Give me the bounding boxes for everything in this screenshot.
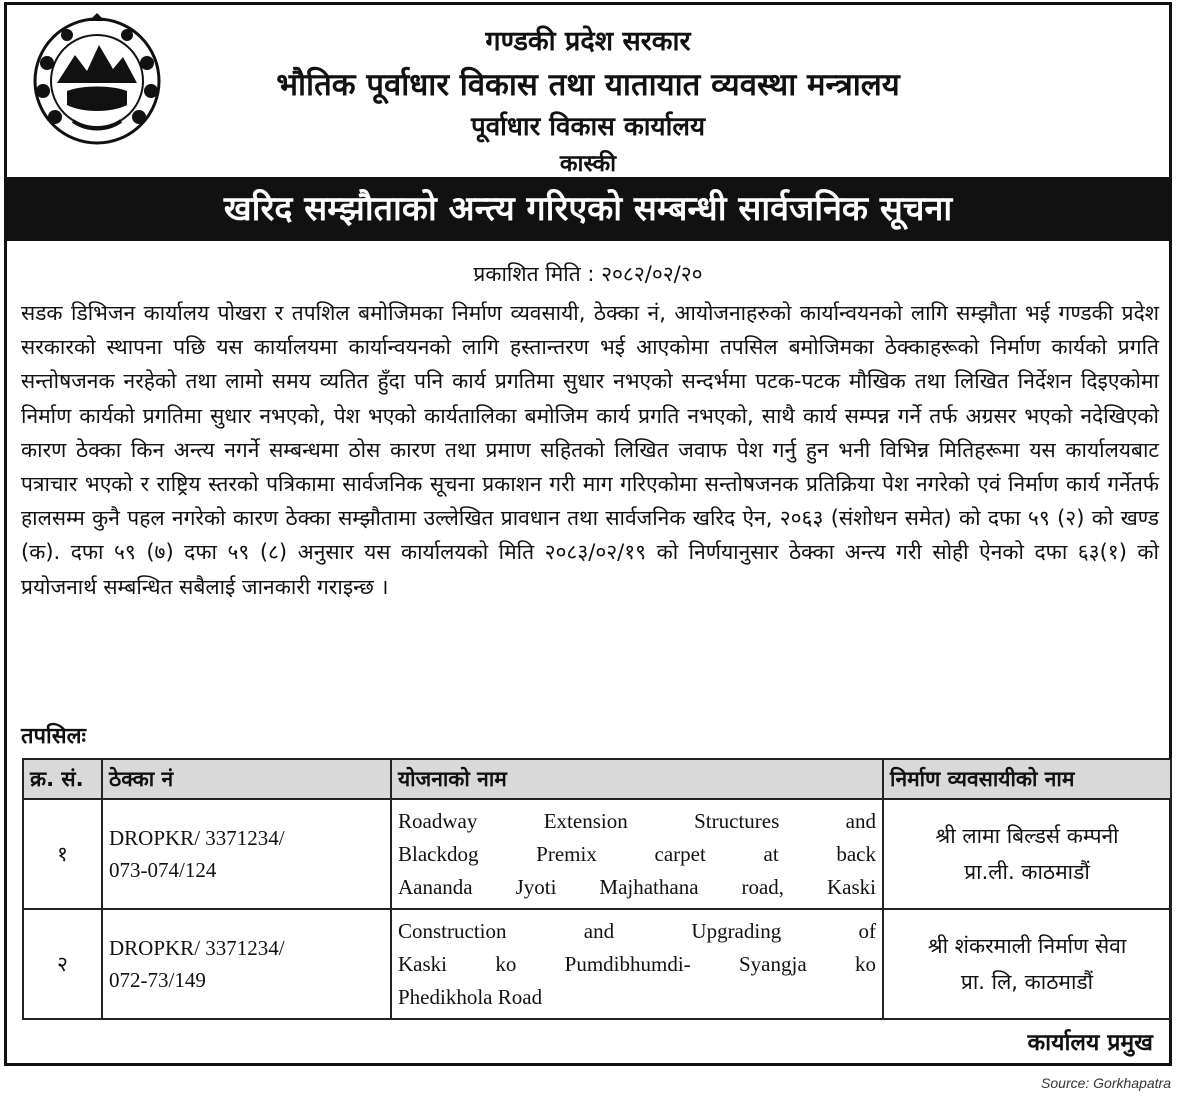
table-header-row [23,759,1171,799]
notice-header [7,5,1169,175]
ministry-name: भौतिक पूर्वाधार विकास तथा यातायात व्यवस्था मन्त्रालय [276,67,900,103]
builder-name [883,799,1171,909]
project-name [391,909,883,1019]
project-name [391,799,883,909]
contract-number-line: DROPKR/ 3371234/ [109,936,285,960]
source-credit: Source: Gorkhapatra [1041,1075,1171,1091]
project-name-line: Kaski ko Pumdibhumdi- Syangja ko [398,951,876,976]
builder-name-line: प्रा.ली. काठमाडौं [964,860,1090,884]
government-name: गण्डकी प्रदेश सरकार [485,26,691,57]
builder-name-line: श्री शंकरमाली निर्माण सेवा [927,934,1127,958]
header-builder-name: निर्माण व्यवसायीको नाम [883,759,1171,799]
contract-number [102,799,391,909]
contract-number-line: DROPKR/ 3371234/ [109,826,285,850]
notice-frame [4,2,1172,1066]
details-label: तपसिलः [21,724,86,749]
office-location: कास्की [559,151,617,177]
contract-number-line: 072-73/149 [109,968,206,992]
serial-number: २ [23,909,102,1019]
builder-name [883,909,1171,1019]
header-contract-no: ठेक्का नं [102,759,391,799]
notice-body: सडक डिभिजन कार्यालय पोखरा र तपशिल बमोजिमका निर्माण व्यवसायी, ठेक्का नं, आयोजनाहरुको कार्यान्वयनको लागि सम्झौता भई गण्डकी प्रदेश सरकारको स्थापना पछि यस कार्यालयमा कार्यान्वयनको लागि हस्तान्तरण भई आएकोमा तपसिल बमोजिमका ठेक्काहरूको निर्माण कार्यको प्रगति सन्तोषजनक नरहेको तथा लामो समय व्यतित हुँदा पनि कार्य प्रगतिमा सुधार नभएको सन्दर्भमा पटक-पटक मौखिक तथा लिखित निर्देशन दिइएकोमा निर्माण कार्यको प्रगतिमा सुधार नभएको, पेश भएको कार्यतालिका बमोजिम कार्य प्रगति नभएको, साथै कार्य सम्पन्न गर्ने तर्फ अग्रसर भएको नदेखिएको कारण ठेक्का किन अन्त्य नगर्ने सम्बन्धमा ठोस कारण तथा प्रमाण सहितको लिखित जवाफ पेश गर्नु हुन भनी विभिन्न मितिहरूमा यस कार्यालयबाट पत्राचार भएको र राष्ट्रिय स्तरको पत्रिकामा सार्वजनिक सूचना प्रकाशन गरी माग गरिएकोमा सन्तोषजनक प्रतिक्रिया पेश नगरेको एवं निर्माण कार्य गर्नेतर्फ हालसम्म कुनै पहल नगरेको कारण ठेक्का सम्झौतामा उल्लेखित प्रावधान तथा सार्वजनिक खरिद ऐन, २०६३ (संशोधन समेत) को दफा ५९ (२) को खण्ड (क). दफा ५९ (७) दफा ५९ (८) अनुसार यस कार्यालयको मिति २०८३/०२/१९ को निर्णयानुसार ठेक्का अन्त्य गरी सोही ऐनको दफा ६३(१) को प्रयोजनार्थ सम्बन्धित सबैलाई जानकारी गराइन्छ । [21,301,1159,599]
office-name: पूर्वाधार विकास कार्यालय [470,112,706,142]
office-chief-signature: कार्यालय प्रमुख [1027,1030,1153,1056]
project-name-line: Aananda Jyoti Majhathana road, Kaski [398,874,876,899]
project-name-line: Construction and Upgrading of [398,918,876,943]
header-project-name: योजनाको नाम [391,759,883,799]
notice-title: खरिद सम्झौताको अन्त्य गरिएको सम्बन्धी सार्वजनिक सूचना [4,177,1172,241]
header-serial: क्र. सं. [23,759,102,799]
builder-name-line: श्री लामा बिल्डर्स कम्पनी [935,824,1119,848]
published-date: प्रकाशित मिति : २०८२/०२/२० [473,262,703,286]
table-row [23,909,1171,1019]
builder-name-line: प्रा. लि, काठमाडौं [960,970,1094,994]
contract-number-line: 073-074/124 [109,858,217,882]
project-name-line: Phedikhola Road [398,984,543,1009]
project-name-line: Roadway Extension Structures and [398,808,876,833]
table-row [23,799,1171,909]
serial-number: १ [23,799,102,909]
contract-number [102,909,391,1019]
project-name-line: Blackdog Premix carpet at back [398,841,876,866]
contracts-table [22,758,1172,1020]
